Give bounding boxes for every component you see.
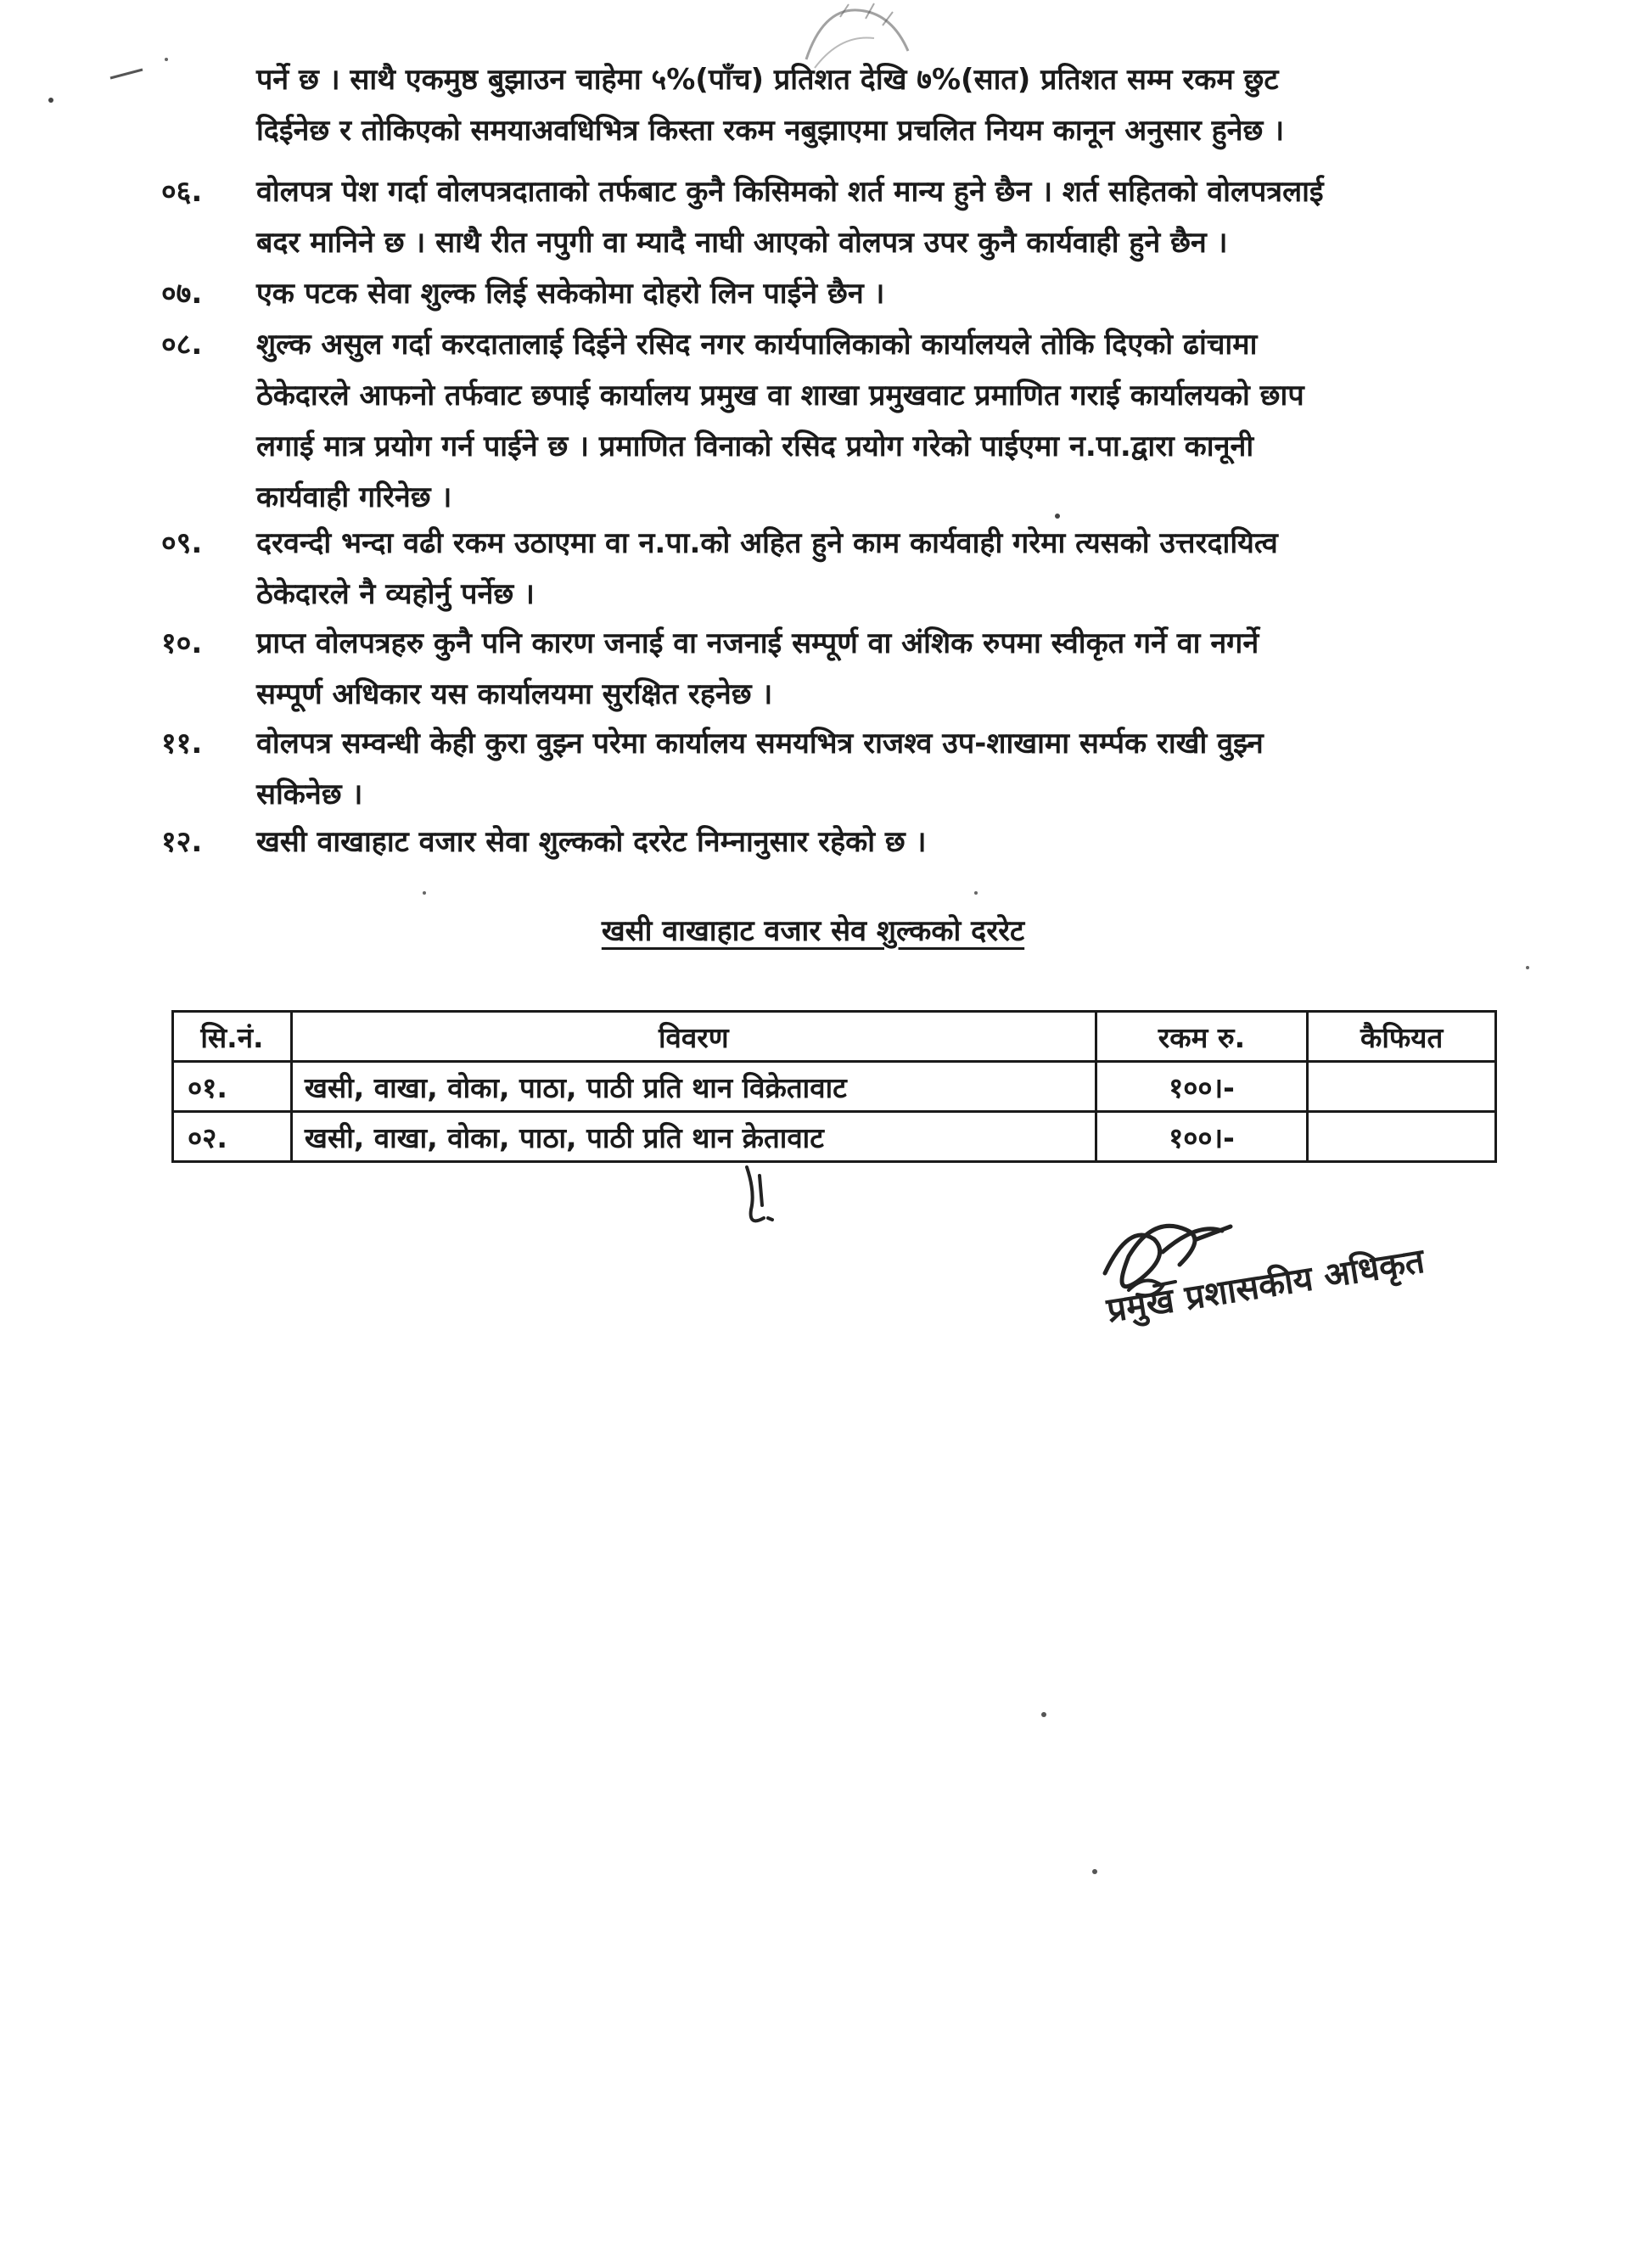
table-header-row [173,1012,1496,1062]
cell-remarks [1308,1112,1496,1162]
rate-table [171,1010,1497,1163]
clause-line: ठेकेदारले आफनो तर्फवाट छपाई कार्यालय प्रमुख वा शाखा प्रमुखवाट प्रमाणित गराई कार्यालयको छाप [256,379,1304,413]
clause-number: १०. [161,626,203,660]
initial-mark [730,1159,789,1235]
clause-number: ०८. [161,328,203,362]
column-header-sn: सि.नं. [173,1012,292,1062]
clause-line: वोलपत्र पेश गर्दा वोलपत्रदाताको तर्फबाट कुनै किसिमको शर्त मान्य हुने छैन । शर्त सहितको वोलपत्रलाई [256,175,1324,209]
clause-line: सम्पूर्ण अधिकार यस कार्यालयमा सुरक्षित रहनेछ । [256,677,773,711]
clause-line: एक पटक सेवा शुल्क लिई सकेकोमा दोहरो लिन पाईने छैन । [256,277,885,311]
table-row [173,1062,1496,1112]
clause-line: शुल्क असुल गर्दा करदातालाई दिईने रसिद नगर कार्यपालिकाको कार्यालयले तोकि दिएको ढांचामा [256,328,1258,362]
clause-number: ०७. [161,277,203,311]
cell-remarks [1308,1062,1496,1112]
cell-sn: ०१. [173,1062,292,1112]
clause-line: सकिनेछ । [256,778,363,811]
column-header-remarks: कैफियत [1308,1012,1496,1062]
clause-line: दिईनेछ र तोकिएको समयाअवधिभित्र किस्ता रकम नबुझाएमा प्रचलित नियम कानून अनुसार हुनेछ । [256,114,1285,148]
clause-line: दरवन्दी भन्दा वढी रकम उठाएमा वा न.पा.को अहित हुने काम कार्यवाही गरेमा त्यसको उत्तरदायित्व [256,526,1278,560]
clause-line: प्राप्त वोलपत्रहरु कुनै पनि कारण जनाई वा नजनाई सम्पूर्ण वा अंशिक रुपमा स्वीकृत गर्ने वा नगर्ने [256,626,1259,660]
column-header-description: विवरण [291,1012,1096,1062]
clause-number: १२. [161,825,203,859]
clause-line: लगाई मात्र प्रयोग गर्न पाईने छ । प्रमाणित विनाको रसिद प्रयोग गरेको पाईएमा न.पा.द्वारा कानूनी [256,429,1254,463]
clause-line: पर्ने छ । साथै एकमुष्ठ बुझाउन चाहेमा ५%(पाँच) प्रतिशत देखि ७%(सात) प्रतिशत सम्म रकम छुट [256,63,1279,97]
column-header-amount: रकम रु. [1096,1012,1308,1062]
clause-line: कार्यवाही गरिनेछ । [256,480,452,514]
clause-continuation [256,54,1562,156]
cell-amount: १००।- [1096,1112,1308,1162]
clause-line: बदर मानिने छ । साथै रीत नपुगी वा म्यादै नाघी आएको वोलपत्र उपर कुनै कार्यवाही हुने छैन । [256,226,1228,260]
clause-number: ०९. [161,526,203,560]
cell-sn: ०२. [173,1112,292,1162]
clause-line: खसी वाखाहाट वजार सेवा शुल्कको दररेट निम्नानुसार रहेको छ । [256,825,927,859]
clause-number: ०६. [161,175,203,209]
table-row [173,1112,1496,1162]
signatory-title: प्रमुख प्रशासकीय अधिकृत [1104,1241,1427,1331]
clause-line: ठेकेदारले नै व्यहोर्नु पर्नेछ । [256,577,535,611]
cell-description: खसी, वाखा, वोका, पाठा, पाठी प्रति थान क्रेतावाट [291,1112,1096,1162]
clause-line: वोलपत्र सम्वन्धी केही कुरा वुझ्न परेमा कार्यालय समयभित्र राजश्व उप-शाखामा सर्म्पक राखी वुझ्न [256,727,1264,761]
rate-table-title: खसी वाखाहाट वजार सेव शुल्कको दररेट [601,914,1025,948]
cell-description: खसी, वाखा, वोका, पाठा, पाठी प्रति थान विक्रेतावाट [291,1062,1096,1112]
clause-number: ११. [161,727,203,761]
cell-amount: १००।- [1096,1062,1308,1112]
